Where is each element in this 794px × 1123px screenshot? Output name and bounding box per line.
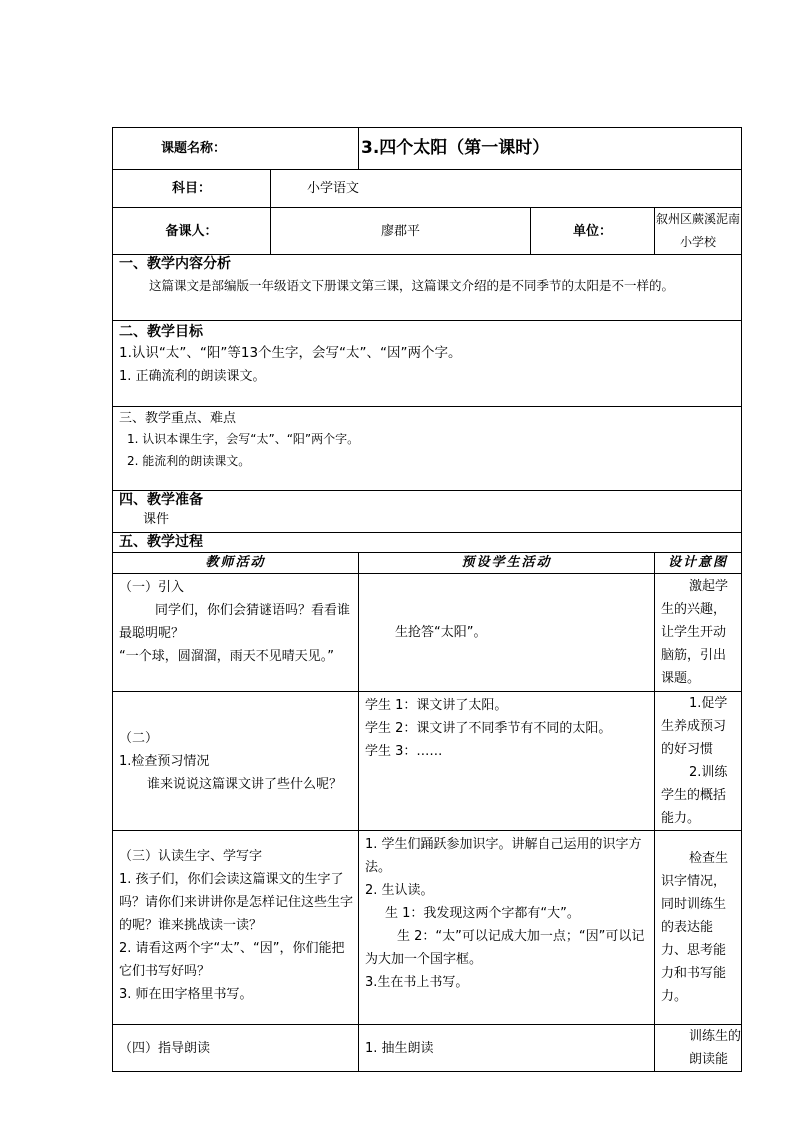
col-teacher-header: 教师活动: [113, 553, 359, 574]
teacher-step-title: （二）: [119, 730, 159, 746]
process-row-characters: [113, 831, 742, 1025]
teacher-step-title: （四）指导朗读: [119, 1040, 211, 1056]
section-preparation: [113, 491, 742, 533]
objective-item: 1.认识“太”、“阳”等13个生字，会写“太”、“因”两个字。: [119, 345, 462, 361]
process-row-intro: [113, 574, 742, 692]
col-intent-header: 设计意图: [655, 553, 742, 574]
section-2-title: 二、教学目标: [119, 324, 203, 340]
section-5-title: 五、教学过程: [113, 533, 742, 553]
section-1-text: 这篇课文是部编版一年级语文下册课文第三课，这篇课文介绍的是不同季节的太阳是不一样的。: [149, 278, 675, 293]
course-title: 3.四个太阳（第一课时）: [359, 128, 742, 170]
process-row-reading: [113, 1025, 742, 1072]
teacher-step-title: （三）认读生字、学写字: [119, 849, 263, 864]
intent-text: 2.训练学生的概括能力。: [661, 765, 728, 826]
section-4-title: 四、教学准备: [119, 492, 203, 508]
preparer-label: 备课人：: [113, 208, 271, 255]
section-4-text: 课件: [143, 512, 170, 527]
student-activity-text: 学生 1：课文讲了太阳。: [365, 698, 508, 713]
section-objectives: [113, 321, 742, 407]
intent-text: 激起学生的兴趣，让学生开动脑筋，引出课题。: [661, 579, 729, 686]
teacher-step-title: （一）引入: [119, 580, 185, 595]
keypoint-item: 2. 能流利的朗读课文。: [127, 454, 251, 468]
intent-text: 检查生识字情况，同时训练生的表达能力、思考能力和书写能力。: [661, 851, 729, 1004]
teacher-step-text: 谁来说说这篇课文讲了些什么呢？: [147, 776, 343, 792]
student-activity-text: 生 2：“太”可以记成大加一点；“因”可以记为大加一个国字框。: [365, 929, 645, 967]
course-row: [113, 128, 742, 170]
teacher-step-text: 1. 孩子们，你们会读这篇课文的生字了吗？请你们来讲讲你是怎样记住这些生字的呢？谁来挑战读一读？: [119, 872, 354, 933]
unit-label: 单位：: [531, 208, 655, 255]
student-activity-text: 生 1：我发现这两个字都有“大”。: [385, 906, 580, 921]
intent-text: 1.促学生养成预习的好习惯: [661, 696, 728, 757]
student-activity-text: 3.生在书上书写。: [365, 975, 469, 990]
student-activity-text: 1. 抽生朗读: [365, 1040, 434, 1056]
teacher-step-text: 2. 请看这两个字“太”、“因”，你们能把它们书写好吗？: [119, 941, 345, 979]
teacher-step-text: 3. 师在田字格里书写。: [119, 987, 253, 1002]
student-activity-text: 1. 学生们踊跃参加识字。讲解自己运用的识字方法。: [365, 837, 642, 875]
student-activity-text: 生抢答“太阳”。: [395, 625, 487, 640]
col-student-header: 预设学生活动: [359, 553, 655, 574]
process-header-row: [113, 553, 742, 574]
student-activity-text: 学生 2：课文讲了不同季节有不同的太阳。: [365, 721, 612, 736]
teacher-step-text: “一个球，圆溜溜，雨天不见晴天见。”: [119, 649, 334, 664]
teacher-step-text: 1.检查预习情况: [119, 753, 210, 769]
section-3-title: 三、教学重点、难点: [119, 411, 237, 426]
subject-label: 科目：: [113, 170, 271, 208]
intent-text: 训练生的朗读能: [689, 1029, 742, 1067]
teacher-step-text: 同学们，你们会猜谜语吗？看看谁最聪明呢？: [119, 603, 351, 641]
section-process-title-row: [113, 533, 742, 553]
subject-row: [113, 170, 742, 208]
section-key-points: [113, 407, 742, 491]
process-row-preview-check: [113, 692, 742, 831]
section-1-title: 一、教学内容分析: [119, 256, 231, 272]
objective-item: 1. 正确流利的朗读课文。: [119, 369, 266, 384]
unit-value: 叙州区蕨溪泥南小学校: [655, 208, 742, 255]
keypoint-item: 1. 认识本课生字，会写“太”、“阳”两个字。: [127, 432, 360, 446]
section-content-analysis: [113, 255, 742, 321]
lesson-plan-sheet: [112, 127, 741, 1072]
lesson-plan-table: [112, 127, 742, 1072]
subject-value: 小学语文: [271, 170, 742, 208]
course-label: 课题名称：: [113, 128, 359, 170]
preparer-row: [113, 208, 742, 255]
student-activity-text: 2. 生认读。: [365, 883, 434, 898]
preparer-value: 廖郡平: [271, 208, 531, 255]
student-activity-text: 学生 3：……: [365, 744, 443, 759]
